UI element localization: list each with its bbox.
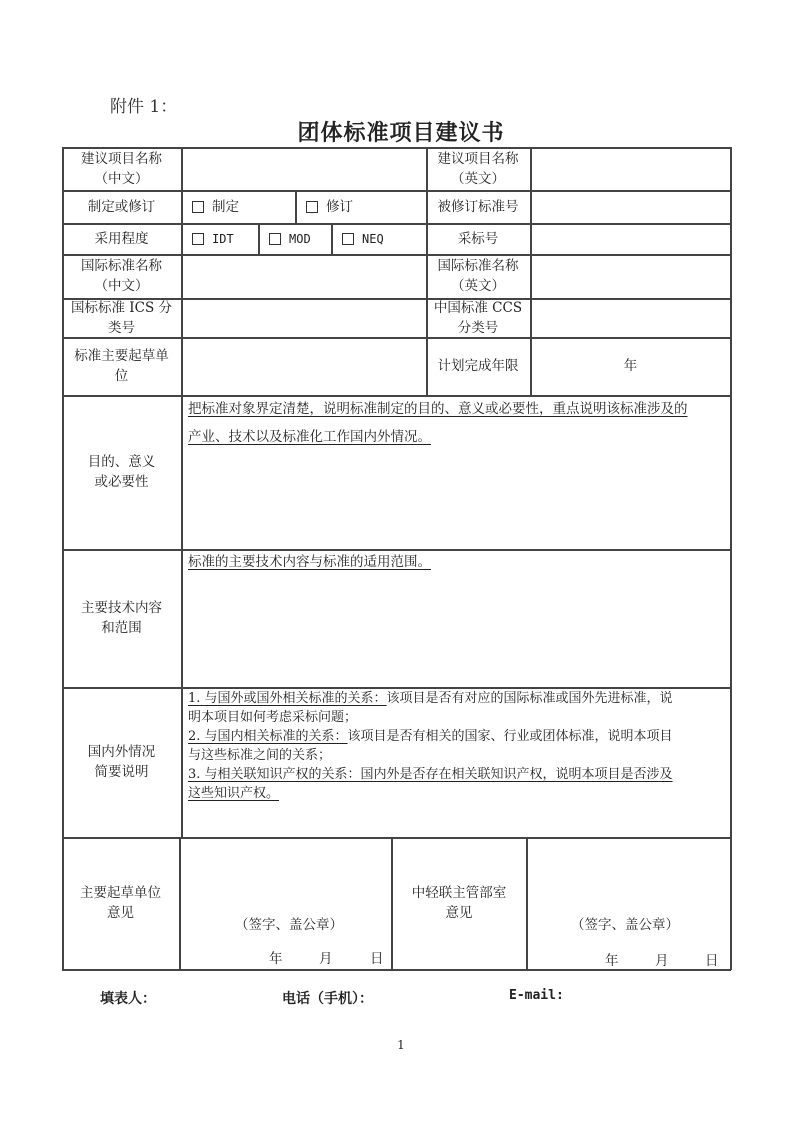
label-drafter-opinion: [62, 837, 179, 969]
label-line: 标准主要起草单: [74, 348, 169, 364]
checkbox-idt[interactable]: [182, 223, 258, 254]
page-number: 1: [397, 1038, 405, 1052]
label-intl-standard-name-en: [426, 254, 530, 298]
year-unit: 年: [623, 358, 638, 374]
label-dept-opinion: [392, 837, 526, 969]
drafter-date-month: 月: [319, 951, 333, 967]
label-line: 主要技术内容: [81, 600, 162, 616]
checkbox-icon[interactable]: [192, 233, 204, 245]
phone-label: 电话（手机）：: [282, 991, 373, 1007]
label-purpose: [62, 395, 181, 549]
situation-item-3-line-1: [188, 765, 673, 785]
planned-deadline-field[interactable]: [531, 337, 730, 395]
label-line: 位: [114, 368, 129, 384]
label-proposal-name-en: [426, 147, 530, 190]
checkbox-neq[interactable]: [332, 223, 426, 254]
label-line: 建议项目名称: [437, 150, 519, 167]
label-line: 国际标准名称: [437, 258, 519, 274]
checkbox-mod[interactable]: [259, 223, 331, 254]
label-line: 国标标准 ICS 分: [71, 299, 172, 316]
label-line: （英文）: [451, 170, 505, 187]
item-head: 1. 与国外或国外相关标准的关系：: [188, 691, 387, 706]
situation-item-2-line-2: 与这些标准之间的关系；: [188, 748, 332, 763]
drafter-date-year: 年: [269, 951, 283, 967]
dept-date-month: 月: [655, 953, 669, 969]
label-intl-standard-name-cn: [62, 254, 181, 298]
dept-opinion-field[interactable]: [527, 837, 730, 969]
checkbox-icon[interactable]: [192, 201, 204, 213]
label-adopted-standard-no: 采标号: [457, 230, 499, 247]
intl-standard-name-en-field[interactable]: [531, 254, 730, 298]
item-head: 2. 与国内相关标准的关系：: [188, 729, 348, 744]
label-revised-standard-no: 被修订标准号: [437, 198, 519, 215]
label-make-or-revise: 制定或修订: [87, 198, 156, 215]
ccs-class-field[interactable]: [531, 298, 730, 337]
label-ccs-class: [426, 298, 530, 337]
filler-label: 填表人：: [100, 991, 156, 1007]
label-proposal-name-cn: [62, 147, 181, 190]
drafter-sign-stamp: （签字、盖公章）: [235, 917, 343, 933]
situation-field[interactable]: [182, 687, 730, 837]
item-body: 该项目是否有相关的国家、行业或团体标准，说明本项目: [347, 729, 673, 744]
checkbox-icon[interactable]: [342, 233, 354, 245]
label-line: 建议项目名称: [81, 150, 162, 167]
page-title: 团体标准项目建议书: [297, 120, 505, 146]
ics-class-field[interactable]: [182, 298, 426, 337]
label-line: 意见: [445, 905, 473, 921]
purpose-guide-line-1: 把标准对象界定清楚，说明标准制定的目的、意义或必要性，重点说明该标准涉及的: [188, 401, 688, 417]
situation-item-3-line-2: 这些知识产权。: [188, 786, 280, 801]
drafter-opinion-field[interactable]: [180, 837, 391, 969]
label-line: （中文）: [94, 170, 149, 187]
scope-field[interactable]: [182, 549, 730, 687]
checkbox-label: IDT: [212, 231, 234, 246]
label-line: 主要起草单位: [80, 885, 161, 901]
checkbox-make[interactable]: [182, 190, 295, 223]
label-planned-deadline: 计划完成年限: [437, 358, 519, 374]
annex-label: 附件 1：: [110, 97, 178, 117]
scope-guide: 标准的主要技术内容与标准的适用范围。: [188, 554, 431, 570]
purpose-guide-line-2: 产业、技术以及标准化工作国内外情况。: [188, 429, 431, 445]
label-ics-class: [62, 298, 181, 337]
dept-sign-stamp: （签字、盖公章）: [571, 917, 679, 933]
checkbox-label: 修订: [326, 198, 353, 215]
situation-item-2-line-1: [188, 727, 673, 747]
intl-standard-name-cn-field[interactable]: [182, 254, 426, 298]
purpose-field[interactable]: [182, 395, 730, 549]
label-adoption-degree: 采用程度: [94, 230, 149, 247]
label-line: 或必要性: [94, 474, 149, 490]
label-line: 中国标准 CCS: [433, 299, 523, 316]
checkbox-label: MOD: [289, 231, 311, 246]
item-body: 国内外是否存在相关联知识产权，说明本项目是否涉及: [360, 767, 673, 782]
situation-item-1-line-2: 明本项目如何考虑采标问题；: [188, 710, 358, 725]
checkbox-label: 制定: [212, 198, 239, 215]
label-line: 中轻联主管部室: [411, 885, 507, 901]
label-line: （英文）: [451, 278, 505, 294]
situation-item-1-line-1: [188, 689, 673, 709]
checkbox-icon[interactable]: [306, 201, 318, 213]
label-line: 国际标准名称: [81, 258, 162, 274]
main-drafter-field[interactable]: [182, 337, 426, 395]
label-situation: [62, 687, 181, 837]
proposal-name-cn-field[interactable]: [182, 147, 426, 190]
checkbox-revise[interactable]: [296, 190, 426, 223]
label-line: （中文）: [94, 278, 149, 294]
label-line: 意见: [107, 905, 134, 921]
label-line: 简要说明: [94, 764, 149, 780]
adopted-standard-no-field[interactable]: [531, 223, 730, 254]
dept-date-day: 日: [705, 953, 719, 969]
dept-date-year: 年: [605, 953, 619, 969]
label-line: 分类号: [457, 319, 499, 336]
label-line: 目的、意义: [87, 454, 156, 470]
label-line: 国内外情况: [87, 744, 156, 760]
label-main-drafter: [62, 337, 181, 395]
item-head: 3. 与相关联知识产权的关系：: [188, 767, 361, 782]
checkbox-icon[interactable]: [269, 233, 281, 245]
item-body: 该项目是否有对应的国际标准或国外先进标准，说: [386, 691, 673, 706]
drafter-date-day: 日: [370, 951, 384, 967]
checkbox-label: NEQ: [362, 231, 384, 246]
label-line: 类号: [108, 319, 135, 336]
revised-standard-no-field[interactable]: [531, 190, 730, 223]
label-scope: [62, 549, 181, 687]
proposal-name-en-field[interactable]: [531, 147, 730, 190]
label-line: 和范围: [101, 620, 142, 636]
email-label: E-mail:: [509, 988, 564, 1003]
